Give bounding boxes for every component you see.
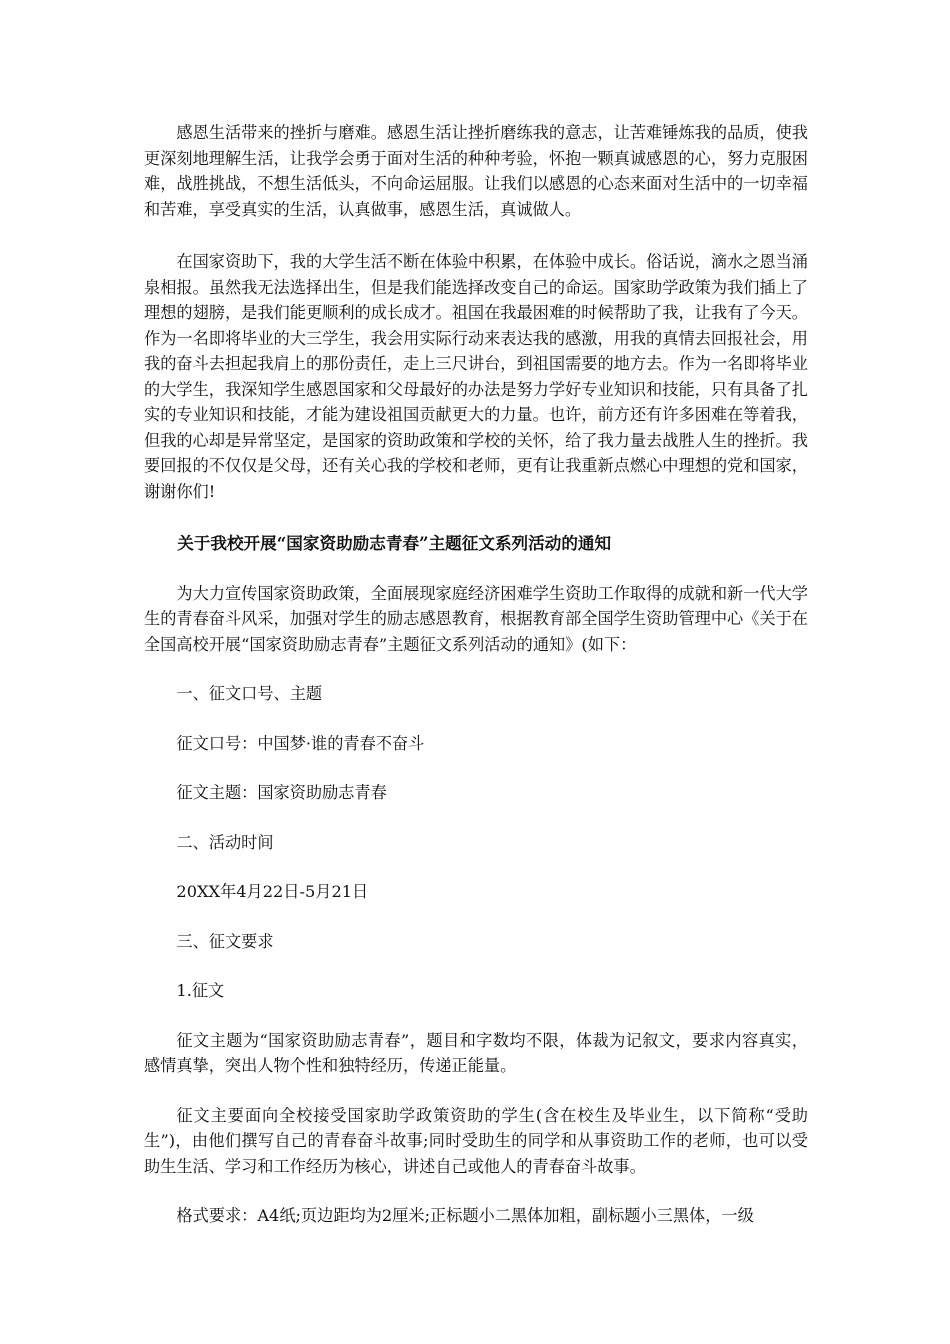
section-slogan-theme: 一、征文口号、主题 (176, 684, 323, 703)
subsection-essay: 1.征文 (176, 981, 225, 1000)
paragraph-essay-audience: 征文主要面向全校接受国家助学政策资助的学生(含在校生及毕业生，以下简称“受助生”)，由他们撰写自己的青春奋斗故事;同时受助生的同学和从事资助工作的老师，也可以受助生生活、学习和工作经历为核心，讲述自己或他人的青春奋斗故事。 (144, 1105, 808, 1176)
paragraph-format-requirements: 格式要求：A4纸;页边距均为2厘米;正标题小二黑体加粗，副标题小三黑体，一级 (176, 1206, 754, 1225)
paragraph-state-aid: 在国家资助下，我的大学生活不断在体验中积累，在体验中成长。俗话说，滴水之恩当涌泉相报。虽然我无法选择出生，但是我们能选择改变自己的命运。国家助学政策为我们插上了理想的翅膀，是我们能更顺利的成长成才。祖国在我最困难的时候帮助了我，让我有了今天。作为一名即将毕业的大三学生，我会用实际行动来表达我的感激，用我的真情去回报社会，用我的奋斗去担起我肩上的那份责任，走上三尺讲台，到祖国需要的地方去。作为一名即将毕业的大学生，我深知学生感恩国家和父母最好的办法是努力学好专业知识和技能，只有具备了扎实的专业知识和技能，才能为建设祖国贡献更大的力量。也许，前方还有许多困难在等着我，但我的心却是异常坚定，是国家的资助政策和学校的关怀，给了我力量去战胜人生的挫折。我要回报的不仅仅是父母，还有关心我的学校和老师，更有让我重新点燃心中理想的党和国家，谢谢你们! (144, 252, 808, 501)
paragraph-gratitude: 感恩生活带来的挫折与磨难。感恩生活让挫折磨练我的意志，让苦难锤炼我的品质，使我更深刻地理解生活，让我学会勇于面对生活的种种考验，怀抱一颗真诚感恩的心，努力克服困难，战胜挑战，不想生活低头，不向命运屈服。让我们以感恩的心态来面对生活中的一切幸福和苦难，享受真实的生活，认真做事，感恩生活，真诚做人。 (144, 123, 808, 219)
essay-theme: 征文主题：国家资助励志青春 (176, 783, 387, 802)
section-requirements: 三、征文要求 (176, 931, 274, 951)
document-body (144, 120, 808, 1229)
paragraph-essay-theme: 征文主题为“国家资助励志青春”，题目和字数均不限，体裁为记叙文，要求内容真实，感情真挚，突出人物个性和独特经历，传递正能量。 (144, 1030, 808, 1075)
paragraph-notice-intro: 为大力宣传国家资助政策，全面展现家庭经济困难学生资助工作取得的成就和新一代大学生的青春奋斗风采，加强对学生的励志感恩教育，根据教育部全国学生资助管理中心《关于在全国高校开展“国家资助励志青春”主题征文系列活动的通知》(如下： (144, 583, 808, 654)
notice-heading: 关于我校开展“国家资助励志青春”主题征文系列活动的通知 (177, 533, 612, 553)
section-activity-time: 二、活动时间 (176, 832, 274, 852)
essay-slogan: 征文口号：中国梦·谁的青春不奋斗 (176, 733, 425, 753)
activity-dates: 20XX年4月22日-5月21日 (176, 882, 369, 901)
